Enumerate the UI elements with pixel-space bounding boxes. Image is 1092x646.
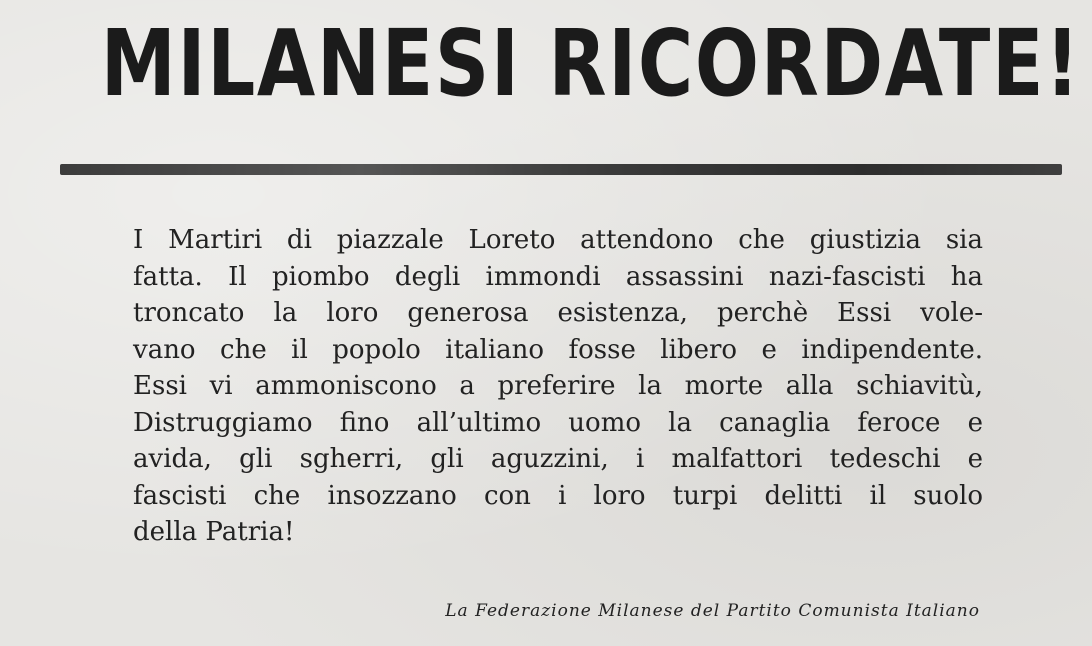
body-line: avida, gli sgherri, gli aguzzini, i malfattori tedeschi e [133,444,983,474]
body-line: Essi vi ammoniscono a preferire la morte alla schiavitù, [133,371,983,401]
body-line: I Martiri di piazzale Loreto attendono che giustizia sia [133,225,983,255]
body-line: fascisti che insozzano con i loro turpi delitti il suolo [133,480,983,511]
body-line: vano che il popolo italiano fosse libero e indipendente. [133,334,983,365]
body-line: della Patria! [133,517,295,547]
headline: MILANESI RICORDATE! [100,10,1082,117]
horizontal-rule [60,164,1062,175]
body-line: fatta. Il piombo degli immondi assassini nazi-fascisti ha [133,261,983,292]
body-paragraph [133,222,983,551]
signature: La Federazione Milanese del Partito Comunista Italiano [445,601,980,621]
body-line: troncato la loro generosa esistenza, perchè Essi vole- [133,298,983,328]
body-line: Distruggiamo fino all’ultimo uomo la canaglia feroce e [133,407,983,438]
